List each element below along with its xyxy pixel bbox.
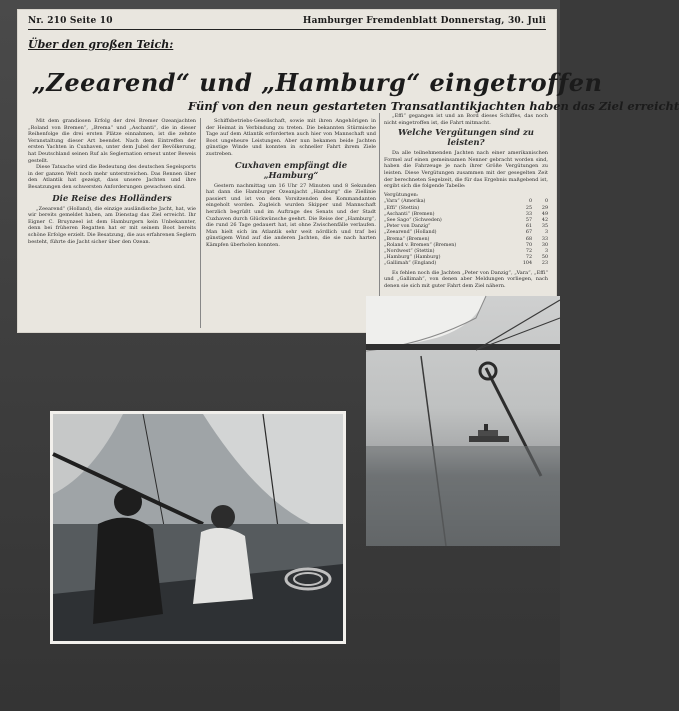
results-table xyxy=(384,199,548,267)
yacht-name: „Peter von Danzig“ xyxy=(384,224,431,230)
allowance-minutes: 3 xyxy=(544,230,548,236)
allowance-minutes: 33 xyxy=(541,236,548,242)
allowance-hours: 33 xyxy=(525,211,533,217)
paragraph: Es fehlen noch die Jachten „Peter von Danzig“, „Vara“, „Effi“ und „Gallimah“, von denen aber Meldungen vorliegen, nach denen sie sich mit guter Fahrt dem Ziel nähern. xyxy=(384,269,548,289)
results-label: Vergütungen: xyxy=(384,191,419,198)
newspaper-masthead: Hamburger Fremdenblatt Donnerstag, 30. Juli xyxy=(302,16,546,26)
allowance-hours: 67 xyxy=(525,230,533,236)
article-kicker: Über den großen Teich: xyxy=(28,38,174,51)
paragraph: „Effi“ gegangen ist und an Bord dieses Schiffes, das noch nicht eingetroffen ist, die Fahrt mitmacht. xyxy=(384,113,548,126)
article-column-3 xyxy=(384,113,548,289)
allowance-minutes: 49 xyxy=(541,211,548,217)
yacht-name: „Vara“ (Amerika) xyxy=(384,199,426,205)
allowance-hours: 61 xyxy=(525,224,533,230)
yacht-name: „Roland v. Bremen“ (Bremen) xyxy=(384,242,457,248)
allowance-hours: 68 xyxy=(525,236,533,242)
allowance-minutes: 50 xyxy=(541,255,548,261)
allowance-minutes: 29 xyxy=(541,205,548,211)
yacht-name: „Aschanti“ (Bremen) xyxy=(384,211,435,217)
article-headline: „Zeearend“ und „Hamburg“ eingetroffen xyxy=(32,68,603,97)
section-heading: Die Reise des Holländers xyxy=(52,193,172,204)
allowance-minutes: 35 xyxy=(541,224,548,230)
yacht-name: „Brema“ (Bremen) xyxy=(384,236,430,242)
allowance-hours: 57 xyxy=(525,217,533,223)
section-heading: Cuxhaven empfängt die „Hamburg“ xyxy=(234,160,348,181)
paragraph: Gestern nachmittag um 16 Uhr 27 Minuten und 8 Sekunden hat dann die Hamburger Ozeanjacht „Hamburg“ die Ziellinie passiert und ist von dem Vorsitzenden des Kommandanten eingeholt worden. Zugleich wurden Skipper und Mannschaft herzlich begrüßt und im Auftrage des Senats und der Stadt Cuxhaven durch Glückwünsche geehrt. Die Reise der „Hamburg“, die rund 26 Tage gedauert hat, ist ohne Zwischenfälle verlaufen. Man hielt sich im Atlantik sehr weit nördlich und traf bei günstigem Wind auf die anderen Jachten, die sie nach harten Kämpfen überholen konnten. xyxy=(206,182,376,248)
article-column-1 xyxy=(28,118,196,245)
allowance-hours: 25 xyxy=(525,205,533,211)
yacht-name: „Gallimah“ (England) xyxy=(384,261,437,267)
yacht-name: „Effi“ (Stettin) xyxy=(384,205,420,211)
article-subheadline: Fünf von den neun gestarteten Transatlantikjachten haben das Ziel erreicht xyxy=(188,99,679,113)
newspaper-header xyxy=(28,13,546,30)
allowance-hours: 70 xyxy=(525,242,533,248)
paragraph: Mit dem grandiosen Erfolg der drei Bremer Ozeanjachten „Roland von Bremen“, „Brema“ und „Aschanti“, die in dieser Reihenfolge die drei ersten Plätze einnahmen, ist die zehnte Veranstaltung dieser Art beendet. Nach dem Eintreffen der ersten Yachten in Cuxhaven, unter dem Jubel der Bevölkerung, hat Deutschland seinen Ruf als Seglernation erneut unter Beweis gestellt. xyxy=(28,118,196,164)
yacht-name: „Zeearend“ (Holland) xyxy=(384,230,437,236)
yacht-name: „See Sago“ (Schweden) xyxy=(384,217,442,223)
allowance-minutes: 0 xyxy=(544,199,548,205)
paragraph: Diese Tatsache wird die Bedeutung des deutschen Segelsports in der ganzen Welt noch mehr unterstreichen. Das Rennen über den Atlantik hat gezeigt, dass unsere Jachten und ihre Besatzungen den schwersten Anforderungen gewachsen sind. xyxy=(28,164,196,190)
allowance-hours: 104 xyxy=(522,261,533,267)
allowance-hours: 72 xyxy=(525,255,533,261)
photo-sail-illustration xyxy=(366,296,560,546)
allowance-minutes: 30 xyxy=(541,242,548,248)
allowance-minutes: 3 xyxy=(544,248,548,254)
paragraph: Schiffsbetriebs-Gesellschaft, sowie mit ihren Angehörigen in der Heimat in Verbindung zu treten. Die bekannten Stürmische Tage auf dem Atlantik erforderten auch hier von Mannschaft und Boot ungeheure Leistungen. Aber nun bekamen beide Jachten günstige Winde und konnten in schneller Fahrt ihrem Ziele zustreben. xyxy=(206,118,376,157)
allowance-hours: 72 xyxy=(525,248,533,254)
photo-crew-aboard xyxy=(50,411,346,644)
photo-sail-and-steamship xyxy=(366,296,560,546)
allowance-hours: 0 xyxy=(528,199,533,205)
page-number: Nr. 210 Seite 10 xyxy=(28,16,113,26)
yacht-name: „Hamburg“ (Hamburg) xyxy=(384,255,441,261)
article-column-2 xyxy=(206,118,376,249)
yacht-name: „Nordwest“ (Stettin) xyxy=(384,248,435,254)
photo-crew-illustration xyxy=(53,414,343,641)
newspaper-clipping xyxy=(18,10,679,332)
paragraph: Da alle teilnehmenden Jachten nach einer amerikanischen Formel auf einen gemeinsamen Nenner gebracht worden sind, haben die Fahrzeuge je nach ihrer Größe Vergütungen zu leisten. Diese Vergütungen zusammen mit der gesegelten Zeit der berechneten Segelzeit, die für das Ergebnis maßgebend ist, ergibt sich die folgende Tabelle: xyxy=(384,150,548,190)
allowance-minutes: 23 xyxy=(541,261,548,267)
paragraph: „Zeearend“ (Holland), die einzige ausländische Jacht, hat, wie wir bereits gemeldet haben, am Dienstag das Ziel erreicht. Ihr Eigner C. Bruynzeel ist dem Hamburgern kein Unbekannter, denn bei früheren Regatten hat er mit seinem Boot bereits schöne Erfolge erzielt. Die Besatzung, die aus erfahrenen Seglern besteht, führte die Jacht sicher über den Ozean. xyxy=(28,205,196,245)
section-heading: Welche Vergütungen sind zu leisten? xyxy=(398,128,534,149)
column-rule xyxy=(200,118,201,328)
allowance-minutes: 42 xyxy=(541,217,548,223)
results-row xyxy=(384,261,548,267)
